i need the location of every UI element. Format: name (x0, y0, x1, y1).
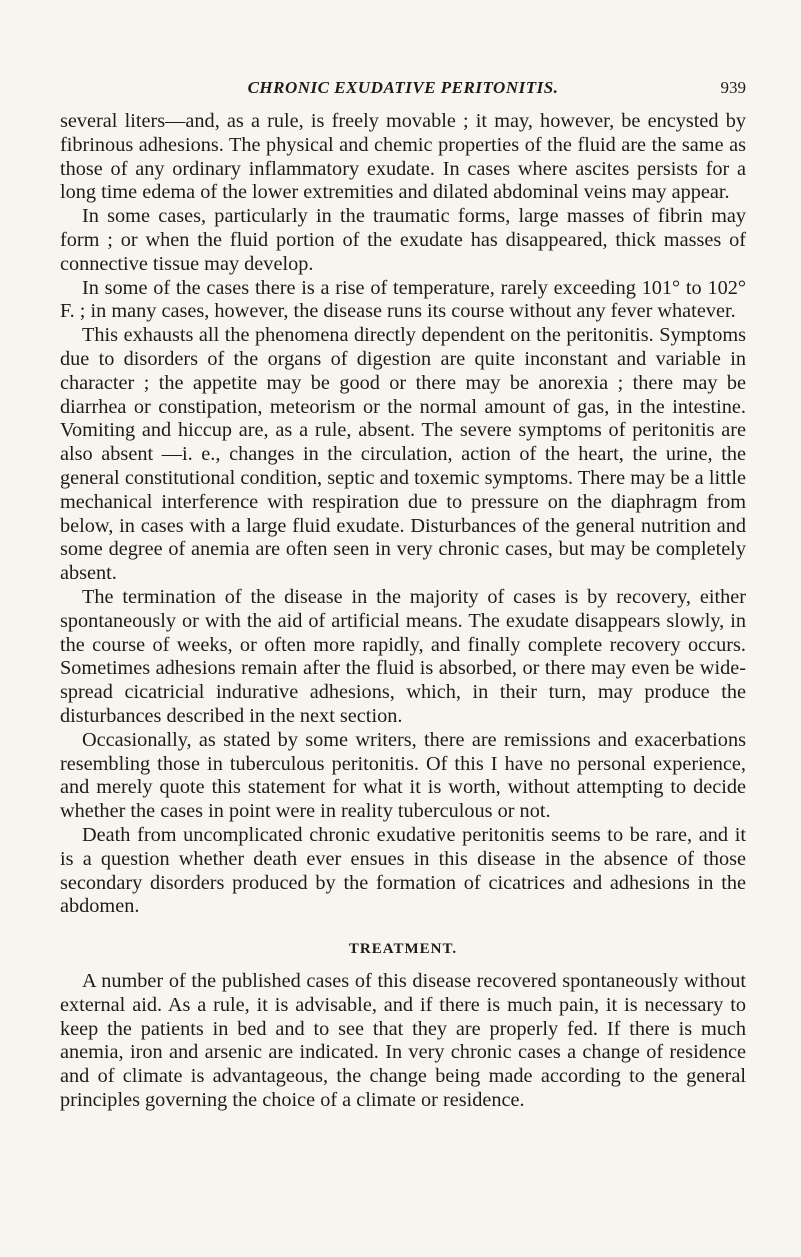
paragraph: several liters—and, as a rule, is freely movable ; it may, however, be encysted by fibrinous adhesions. The physical and chemic properties of the fluid are the same as those of any ordinary inflammatory exudate. In cases where ascites persists for a long time edema of the lower extremities and dilated abdominal veins may appear. (60, 110, 746, 204)
page-number: 939 (720, 78, 746, 97)
treatment-section (60, 970, 746, 1113)
paragraph: In some cases, particularly in the traumatic forms, large masses of fibrin may form ; or when the fluid portion of the exudate has disappeared, thick masses of connective tissue may develop. (60, 205, 746, 275)
book-page (60, 74, 746, 1113)
running-head (60, 74, 746, 104)
paragraph: Occasionally, as stated by some writers, there are remissions and exacerbations resembling those in tuberculous peritonitis. Of this I have no personal experience, and merely quote this statement for what it is worth, without attempting to decide whether the cases in point were in reality tuberculous or not. (60, 728, 746, 823)
paragraph: In some of the cases there is a rise of temperature, rarely exceeding 101° to 102° F. ; in many cases, however, the disease runs its course without any fever whatever. (60, 276, 746, 323)
paragraph: This exhausts all the phenomena directly dependent on the peritonitis. Symptoms due to disorders of the organs of digestion are quite inconstant and variable in character ; the appetite may be good or there may be anorexia ; there may be diarrhea or constipation, meteorism or the normal amount of gas, in the intestine. Vomiting and hiccup are, as a rule, absent. The severe symptoms of peritonitis are also absent —i. e., changes in the circulation, action of the heart, the urine, the general constitutional condition, septic and toxemic symptoms. There may be a little mechanical interference with respiration due to pressure on the diaphragm from below, in cases with a large fluid exudate. Disturbances of the general nutrition and some degree of anemia are often seen in very chronic cases, but may be completely absent. (60, 324, 746, 585)
paragraph: Death from uncomplicated chronic exudative peritonitis seems to be rare, and it is a question whether death ever ensues in this disease in the absence of those secondary disorders produced by the formation of cicatrices and adhesions in the abdomen. (60, 823, 746, 918)
section-heading: TREATMENT. (348, 941, 458, 958)
body-text (60, 110, 746, 919)
paragraph: The termination of the disease in the majority of cases is by recovery, either spontaneously or with the aid of artificial means. The exudate disappears slowly, in the course of weeks, or often more rapidly, and finally complete recovery occurs. Sometimes adhesions remain after the fluid is absorbed, or there may even be wide-spread cicatricial indurative adhesions, which, in their turn, may produce the disturbances described in the next section. (60, 585, 746, 727)
running-title: CHRONIC EXUDATIVE PERITONITIS. (247, 78, 559, 97)
paragraph: A number of the published cases of this disease recovered spontaneously without external aid. As a rule, it is advisable, and if there is much pain, it is necessary to keep the patients in bed and to see that they are properly fed. If there is much anemia, iron and arsenic are indicated. In very chronic cases a change of residence and of climate is advantageous, the change being made according to the general principles governing the choice of a climate or residence. (60, 970, 746, 1112)
